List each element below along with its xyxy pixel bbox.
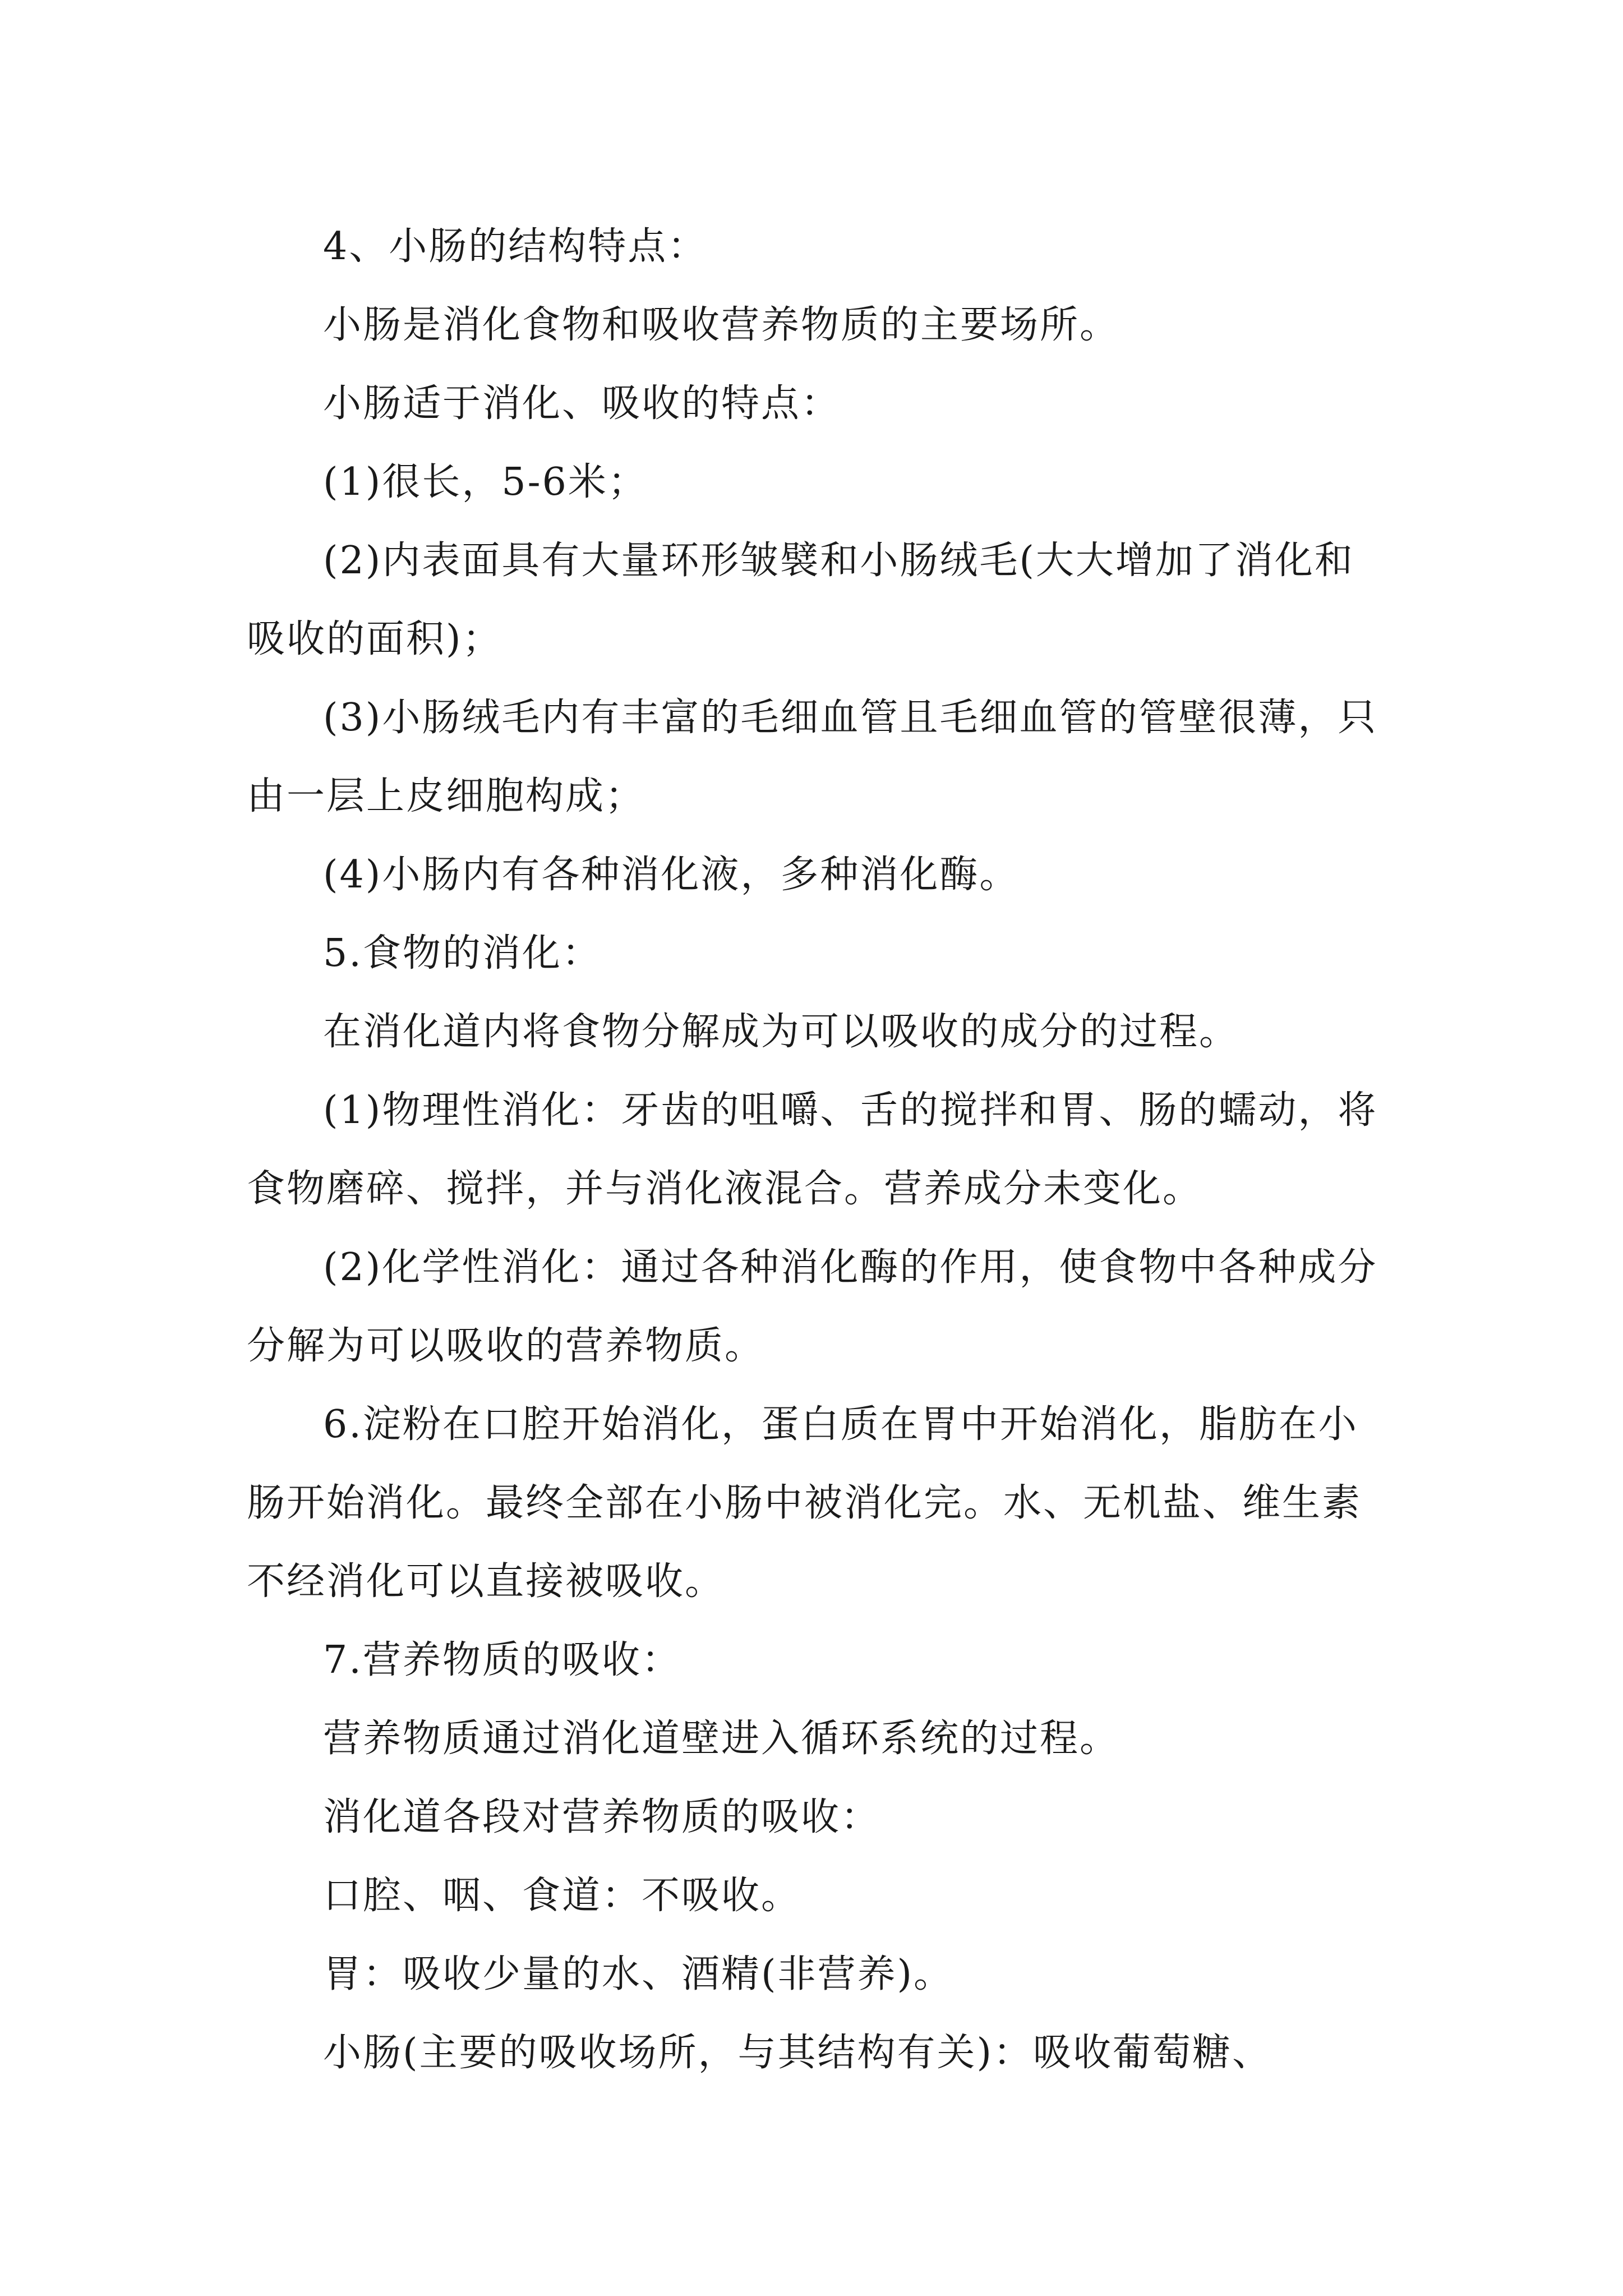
paragraph: (1)很长，5-6米； — [323, 460, 648, 504]
paragraph: 4、小肠的结构特点： — [323, 224, 708, 269]
paragraph: 小肠适于消化、吸收的特点： — [323, 381, 841, 426]
paragraph: (2)内表面具有大量环形皱襞和小肠绒毛(大大增加了消化和吸收的面积)； — [247, 539, 1354, 661]
paragraph: 小肠(主要的吸收场所，与其结构有关)：吸收葡萄糖、 — [323, 2031, 1272, 2075]
paragraph: 口腔、咽、食道：不吸收。 — [323, 1874, 801, 1918]
paragraph: (2)化学性消化：通过各种消化酶的作用，使食物中各种成分分解为可以吸收的营养物质。 — [247, 1245, 1378, 1368]
paragraph: 营养物质通过消化道壁进入循环系统的过程。 — [323, 1717, 1120, 1761]
paragraph: 胃：吸收少量的水、酒精(非营养)。 — [323, 1952, 954, 1996]
paragraph: (1)物理性消化：牙齿的咀嚼、舌的搅拌和胃、肠的蠕动，将食物磨碎、搅拌，并与消化液混合。营养成分未变化。 — [247, 1088, 1378, 1211]
paragraph: 5.食物的消化： — [323, 931, 602, 976]
document-body — [247, 208, 1385, 2092]
paragraph: (4)小肠内有各种消化液，多种消化酶。 — [323, 853, 1020, 897]
paragraph: (3)小肠绒毛内有丰富的毛细血管且毛细血管的管壁很薄，只由一层上皮细胞构成； — [247, 696, 1378, 818]
paragraph: 小肠是消化食物和吸收营养物质的主要场所。 — [323, 303, 1120, 347]
paragraph: 7.营养物质的吸收： — [323, 1638, 681, 1682]
paragraph: 6.淀粉在口腔开始消化，蛋白质在胃中开始消化，脂肪在小肠开始消化。最终全部在小肠中被消化完。水、无机盐、维生素不经消化可以直接被吸收。 — [247, 1402, 1362, 1604]
paragraph: 在消化道内将食物分解成为可以吸收的成分的过程。 — [323, 1010, 1239, 1054]
paragraph: 消化道各段对营养物质的吸收： — [323, 1795, 881, 1839]
